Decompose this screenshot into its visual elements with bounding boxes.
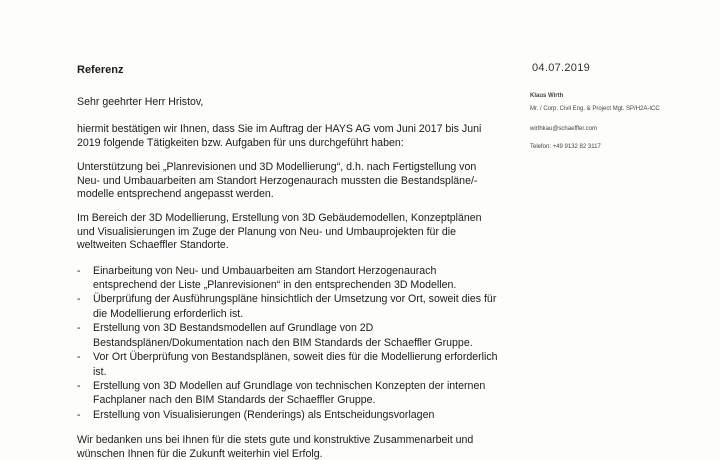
- list-item: [77, 292, 502, 321]
- bullet-marker: -: [77, 293, 81, 306]
- contact-sidebar: [530, 92, 710, 151]
- list-item: [77, 408, 502, 422]
- list-item: [77, 350, 502, 379]
- letter-heading: Referenz: [77, 64, 124, 76]
- greeting: Sehr geehrter Herr Hristov,: [77, 96, 204, 108]
- paragraph-planrevisionen: Unterstützung bei „Planrevisionen und 3D Modellierung“, d.h. nach Fertigstellung von Neu- und Umbauarbeiten am Standort Herzogenaurach mussten die Bestandspläne/-modelle entsprechend angepasst werden.: [77, 161, 478, 201]
- bullet-marker: -: [77, 408, 81, 421]
- closing-paragraph: Wir bedanken uns bei Ihnen für die stets gute und konstruktive Zusammenarbeit und wünschen Ihnen für die Zukunft weiterhin viel Erfolg.: [77, 434, 474, 460]
- intro-paragraph: hiermit bestätigen wir Ihnen, dass Sie im Auftrag der HAYS AG vom Juni 2017 bis Juni 2019 folgende Tätigkeiten bzw. Aufgaben für uns durchgeführt haben:: [77, 123, 482, 149]
- contact-name: Klaus Wirth: [530, 93, 564, 99]
- contact-email: wirthkau@schaeffler.com: [530, 126, 598, 132]
- task-text: Erstellung von 3D Bestandsmodellen auf Grundlage von 2D Bestandsplänen/Dokumentation nach den BIM Standards der Schaeffler Gruppe.: [93, 322, 473, 349]
- letter-body: [77, 96, 502, 460]
- task-text: Vor Ort Überprüfung von Bestandsplänen, soweit dies für die Modellierung erforderlich ist.: [93, 351, 498, 378]
- bullet-marker: -: [77, 322, 81, 335]
- bullet-marker: -: [77, 351, 81, 364]
- list-item: [77, 321, 502, 350]
- letter-date: 04.07.2019: [532, 62, 591, 74]
- bullet-marker: -: [77, 264, 81, 277]
- task-text: Einarbeitung von Neu- und Umbauarbeiten am Standort Herzogenaurach entsprechend der Liste „Planrevisionen“ in den entsprechenden 3D Modellen.: [93, 264, 457, 292]
- paragraph-3d-modellierung: Im Bereich der 3D Modellierung, Erstellung von 3D Gebäudemodellen, Konzeptplänen und Visualisierungen im Zuge der Planung von Neu- und Umbauprojekten für die weltweiten Schaeffler Standorte.: [77, 212, 482, 252]
- task-text: Erstellung von Visualisierungen (Renderings) als Entscheidungsvorlagen: [93, 408, 435, 421]
- contact-role: Mr. / Corp. Civil Eng. & Project Mgt. SP/H2A-ICC: [530, 106, 660, 112]
- contact-phone: Telefon: +49 9132 82 3117: [530, 144, 601, 150]
- list-item: [77, 264, 502, 293]
- list-item: [77, 379, 502, 408]
- bullet-marker: -: [77, 379, 81, 392]
- task-text: Überprüfung der Ausführungspläne hinsichtlich der Umsetzung vor Ort, soweit dies für die Modellierung erforderlich ist.: [93, 293, 497, 320]
- task-text: Erstellung von 3D Modellen auf Grundlage von technischen Konzepten der internen Fachplaner nach den BIM Standards der Schaeffler Gruppe.: [93, 379, 486, 407]
- task-list: [77, 264, 502, 422]
